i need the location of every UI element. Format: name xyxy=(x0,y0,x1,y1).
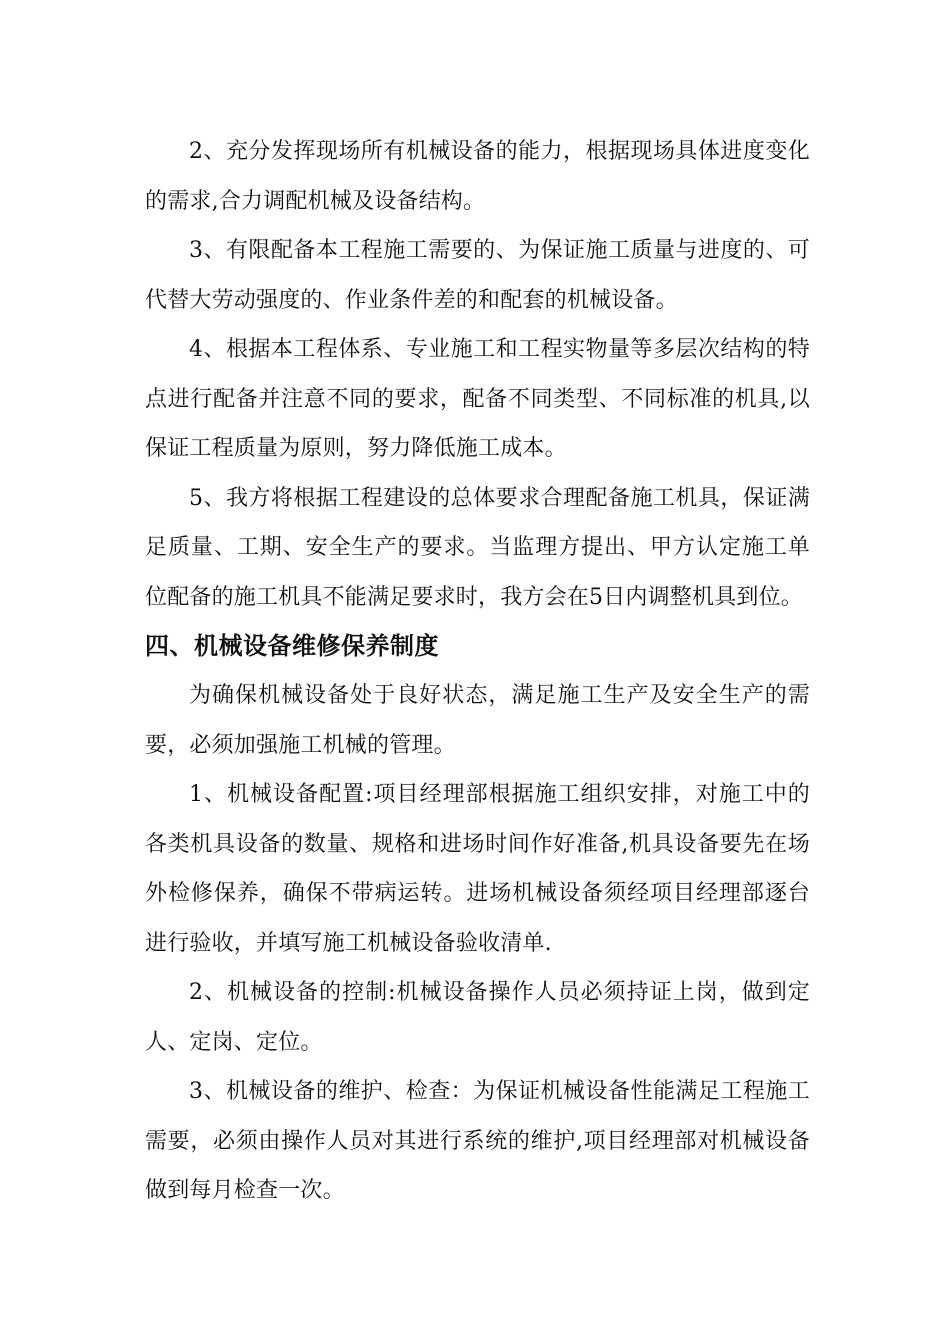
section-heading: 四、机械设备维修保养制度 xyxy=(145,632,439,660)
paragraph-item-5: 5、我方将根据工程建设的总体要求合理配备施工机具，保证满足质量、工期、安全生产的要求。当监理方提出、甲方认定施工单位配备的施工机具不能满足要求时，我方会在5日内调整机具到位。 xyxy=(145,485,810,610)
paragraph-item-3: 3、有限配备本工程施工需要的、为保证施工质量与进度的、可代替大劳动强度的、作业条件差的和配套的机械设备。 xyxy=(145,238,810,313)
maintenance-item-3: 3、机械设备的维护、检查：为保证机械设备性能满足工程施工需要，必须由操作人员对其进行系统的维护,项目经理部对机械设备做到每月检查一次。 xyxy=(145,1079,810,1203)
document-body xyxy=(145,127,810,1216)
maintenance-item-2: 2、机械设备的控制:机械设备操作人员必须持证上岗，做到定人、定岗、定位。 xyxy=(145,980,810,1055)
section-intro-paragraph: 为确保机械设备处于良好状态，满足施工生产及安全生产的需要，必须加强施工机械的管理。 xyxy=(145,683,810,758)
paragraph-item-4: 4、根据本工程体系、专业施工和工程实物量等多层次结构的特点进行配备并注意不同的要求，配备不同类型、不同标准的机具,以保证工程质量为原则，努力降低施工成本。 xyxy=(145,337,810,461)
maintenance-item-1: 1、机械设备配置:项目经理部根据施工组织安排，对施工中的各类机具设备的数量、规格和进场时间作好准备,机具设备要先在场外检修保养，确保不带病运转。进场机械设备须经项目经理部逐台进行验收，并填写施工机械设备验收清单. xyxy=(145,782,810,956)
paragraph-item-2: 2、充分发挥现场所有机械设备的能力，根据现场具体进度变化的需求,合力调配机械及设备结构。 xyxy=(145,139,810,214)
